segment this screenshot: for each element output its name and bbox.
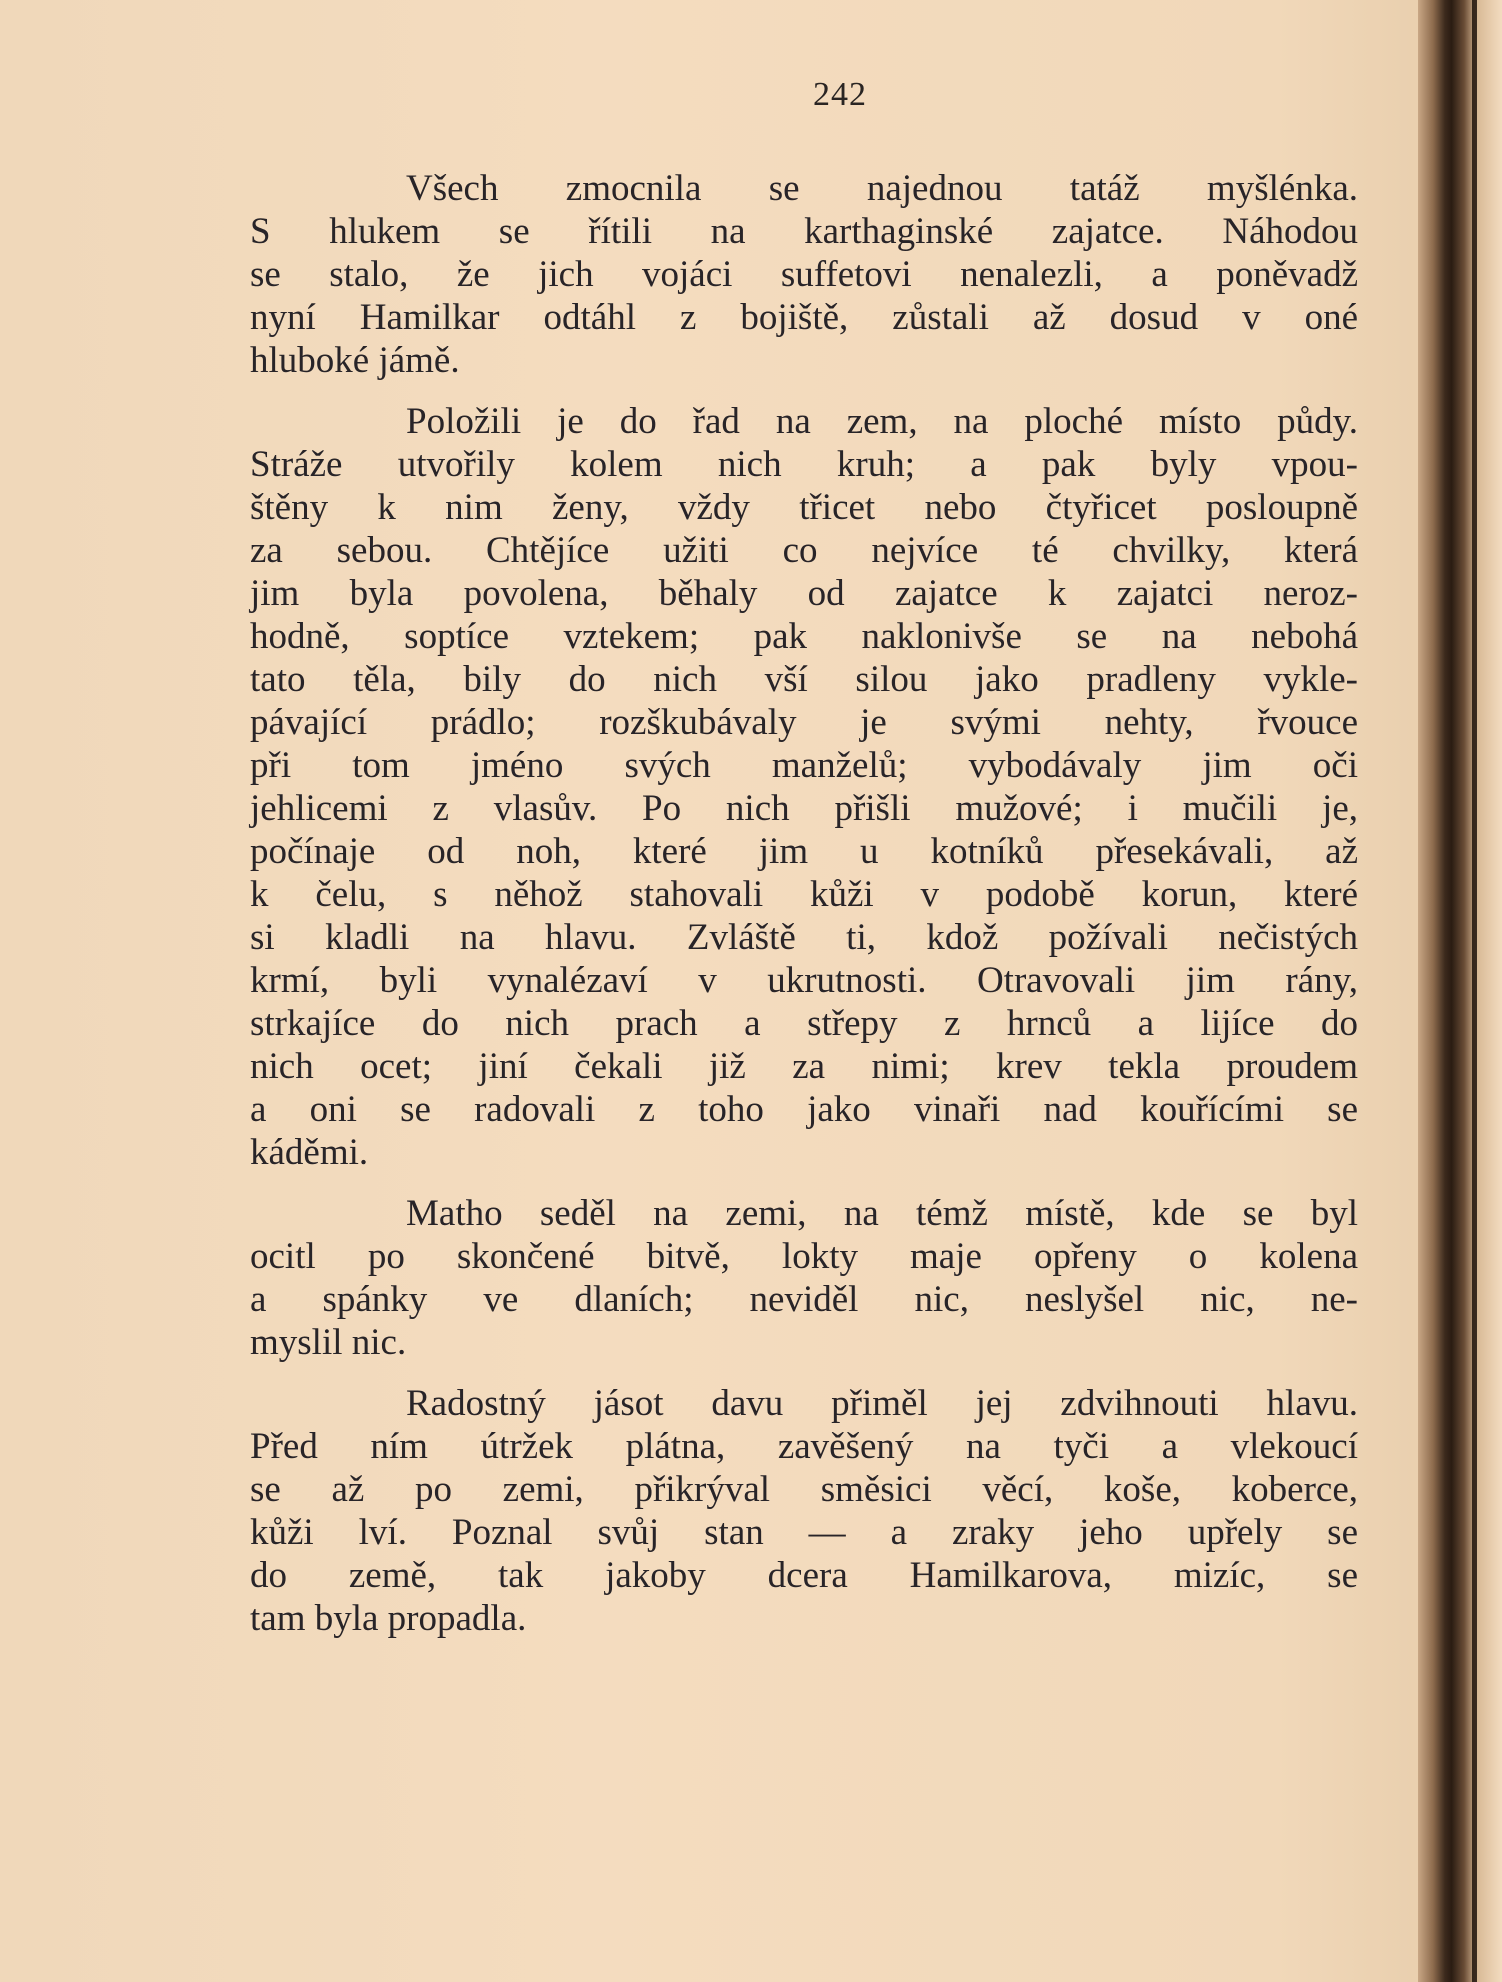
text-line: štěny k nim ženy, vždy třicet nebo čtyřicet posloupně xyxy=(250,487,1358,528)
text-line: se stalo, že jich vojáci suffetovi nenalezli, a poněvadž xyxy=(250,254,1358,295)
text-line: při tom jméno svých manželů; vybodávaly jim oči xyxy=(250,745,1358,786)
text-line: tam byla propadla. xyxy=(250,1598,527,1639)
text-line: hodně, soptíce vztekem; pak naklonivše se na nebohá xyxy=(250,616,1358,657)
paragraph-4 xyxy=(250,1382,1358,1640)
page-number: 242 xyxy=(813,76,867,113)
text-line: nich ocet; jiní čekali již za nimi; krev tekla proudem xyxy=(250,1046,1358,1087)
text-line: hluboké jámě. xyxy=(250,340,460,381)
gutter-shadow-line xyxy=(1472,0,1477,1982)
book-gutter xyxy=(1418,0,1502,1982)
text-line: za sebou. Chtějíce užiti co nejvíce té chvilky, která xyxy=(250,530,1358,571)
text-line: Všech zmocnila se najednou tatáž myšlénka. xyxy=(406,168,1358,209)
text-line: a oni se radovali z toho jako vinaři nad kouřícími se xyxy=(250,1089,1358,1130)
text-line: káděmi. xyxy=(250,1132,369,1173)
text-line: tato těla, bily do nich vší silou jako pradleny vykle- xyxy=(250,659,1358,700)
text-line: Před ním útržek plátna, zavěšený na tyči a vlekoucí xyxy=(250,1426,1358,1467)
text-line: Radostný jásot davu přiměl jej zdvihnouti hlavu. xyxy=(406,1383,1358,1424)
text-line: nyní Hamilkar odtáhl z bojiště, zůstali až dosud v oné xyxy=(250,297,1358,338)
text-line: S hlukem se řítili na karthaginské zajatce. Náhodou xyxy=(250,211,1358,252)
text-line: Matho seděl na zemi, na témž místě, kde se byl xyxy=(406,1193,1358,1234)
text-line: strkajíce do nich prach a střepy z hrnců a lijíce do xyxy=(250,1003,1358,1044)
body-text xyxy=(250,167,1358,1658)
paragraph-1 xyxy=(250,167,1358,382)
text-line: k čelu, s něhož stahovali kůži v podobě korun, které xyxy=(250,874,1358,915)
text-line: jim byla povolena, běhaly od zajatce k zajatci neroz- xyxy=(250,573,1358,614)
text-line: si kladli na hlavu. Zvláště ti, kdož požívali nečistých xyxy=(250,917,1358,958)
text-line: jehlicemi z vlasův. Po nich přišli mužové; i mučili je, xyxy=(250,788,1358,829)
text-line: počínaje od noh, které jim u kotníků přesekávali, až xyxy=(250,831,1358,872)
text-line: a spánky ve dlaních; neviděl nic, neslyšel nic, ne- xyxy=(250,1279,1358,1320)
text-line: myslil nic. xyxy=(250,1322,407,1363)
text-line: ocitl po skončené bitvě, lokty maje opřeny o kolena xyxy=(250,1236,1358,1277)
text-line: kůži lví. Poznal svůj stan — a zraky jeho upřely se xyxy=(250,1512,1358,1553)
text-line: se až po zemi, přikrýval směsici věcí, koše, koberce, xyxy=(250,1469,1358,1510)
text-line: pávající prádlo; rozškubávaly je svými nehty, řvouce xyxy=(250,702,1358,743)
text-line: do země, tak jakoby dcera Hamilkarova, mizíc, se xyxy=(250,1555,1358,1596)
text-line: Stráže utvořily kolem nich kruh; a pak byly vpou- xyxy=(250,444,1358,485)
text-line: Položili je do řad na zem, na ploché místo půdy. xyxy=(406,401,1358,442)
paragraph-3 xyxy=(250,1192,1358,1364)
text-line: krmí, byli vynalézaví v ukrutnosti. Otravovali jim rány, xyxy=(250,960,1358,1001)
paragraph-2 xyxy=(250,400,1358,1174)
